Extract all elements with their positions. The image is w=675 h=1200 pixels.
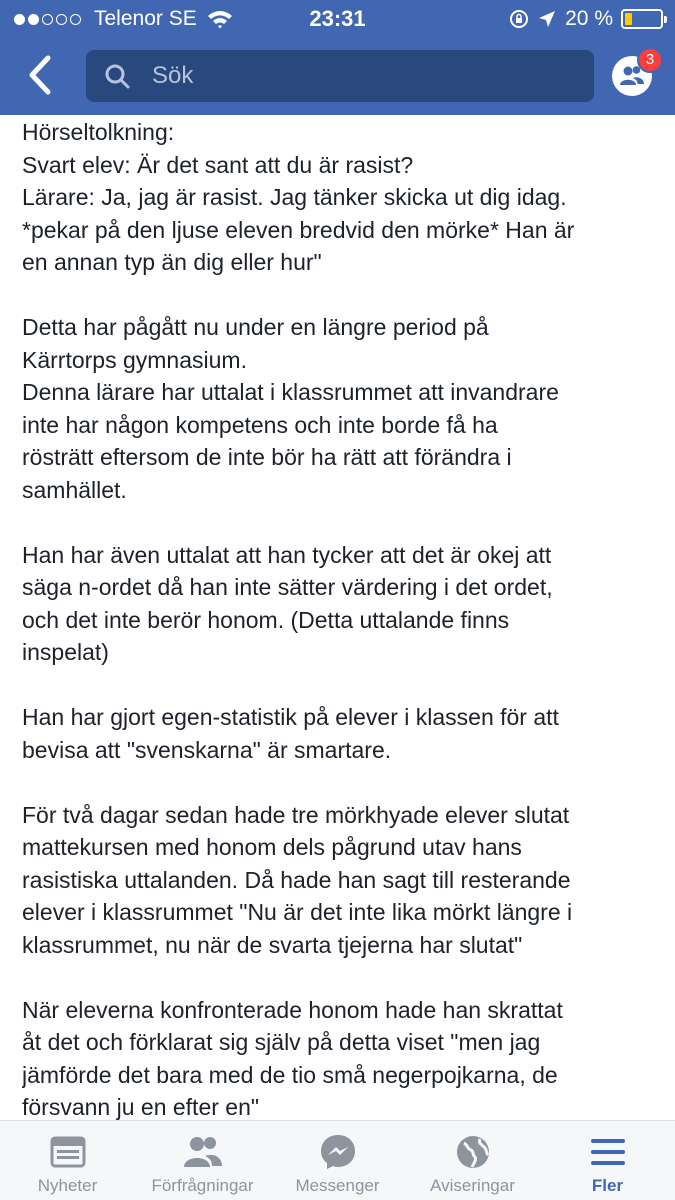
- notification-badge: 3: [637, 47, 663, 73]
- post-paragraph: [22, 539, 662, 669]
- rotation-lock-icon: [509, 9, 529, 29]
- tab-messenger[interactable]: [270, 1121, 405, 1200]
- post-line: en annan typ än dig eller hur": [22, 249, 322, 275]
- post-line: Han har även uttalat att han tycker att det är okej att: [22, 541, 552, 568]
- carrier-name: Telenor SE: [94, 7, 197, 30]
- post-paragraph: [22, 799, 662, 962]
- post-line: försvann ju en efter en": [22, 1094, 260, 1120]
- tab-news-feed[interactable]: [0, 1121, 135, 1200]
- search-bar[interactable]: [86, 50, 594, 102]
- battery-icon: [621, 9, 663, 29]
- post-paragraph: [22, 994, 662, 1121]
- back-button[interactable]: [24, 52, 56, 98]
- post-paragraph: [22, 116, 662, 279]
- tab-label: Aviseringar: [430, 1176, 515, 1195]
- post-line: och det inte berör honom. (Detta uttalande finns: [22, 606, 510, 633]
- post-paragraph: [22, 701, 662, 766]
- post-line: Han har gjort egen-statistik på elever i klassen för att: [22, 704, 559, 730]
- post-line: Kärrtorps gymnasium.: [22, 346, 247, 373]
- header: [0, 0, 675, 115]
- post-paragraph: [22, 311, 662, 506]
- post-text: [22, 116, 662, 1120]
- search-input[interactable]: [152, 50, 572, 102]
- post-line: rösträtt eftersom de inte bör ha rätt att förändra i: [22, 444, 512, 470]
- post-line: inte har någon kompetens och inte borde få ha: [22, 411, 498, 438]
- location-icon: [537, 9, 557, 29]
- post-line: säga n-ordet då han inte sätter värdering i det ordet,: [22, 574, 553, 600]
- post-line: Lärare: Ja, jag är rasist. Jag tänker skicka ut dig idag.: [22, 184, 567, 210]
- post-line: bevisa att "svenskarna" är smartare.: [22, 736, 392, 763]
- post-line: rasistiska uttalanden. Då hade han sagt till resterande: [22, 866, 571, 893]
- post-line: inspelat): [22, 639, 109, 665]
- tab-bar: [0, 1120, 675, 1200]
- post-line: elever i klassrummet "Nu är det inte lika mörkt längre i: [22, 899, 573, 925]
- post-line: Detta har pågått nu under en längre period på: [22, 314, 489, 340]
- post-line: *pekar på den ljuse eleven bredvid den mörke* Han är: [22, 216, 575, 243]
- clock: 23:31: [309, 6, 366, 31]
- tab-menu[interactable]: [540, 1121, 675, 1200]
- post-line: samhället.: [22, 476, 127, 503]
- search-icon: [104, 63, 130, 89]
- status-right: [509, 7, 663, 31]
- post-line: Hörseltolkning:: [22, 119, 175, 145]
- tab-label: Messenger: [295, 1176, 380, 1195]
- nav-bar: [0, 38, 675, 115]
- tab-label: Nyheter: [37, 1176, 98, 1195]
- post-line: klassrummet, nu när de svarta tjejerna har slutat": [22, 931, 523, 958]
- tab-friend-requests[interactable]: [135, 1121, 270, 1200]
- battery-percent: 20 %: [565, 7, 613, 30]
- battery-fill: [625, 13, 632, 25]
- post-line: jämförde det bara med de tio små negerpojkarna, de: [22, 1061, 558, 1088]
- post-line: För två dagar sedan hade tre mörkhyade elever slutat: [22, 801, 570, 828]
- tab-label: Förfrågningar: [151, 1176, 254, 1195]
- post-line: När eleverna konfronterade honom hade han skrattat: [22, 996, 563, 1023]
- post-line: Svart elev: Är det sant att du är rasist?: [22, 151, 414, 178]
- tab-label: Fler: [591, 1176, 624, 1195]
- post-line: Denna lärare har uttalat i klassrummet att invandrare: [22, 379, 559, 405]
- post-line: mattekursen med honom dels pågrund utav hans: [22, 834, 522, 860]
- tab-globe[interactable]: [405, 1121, 540, 1200]
- post-line: åt det och förklarat sig själv på detta viset "men jag: [22, 1029, 541, 1055]
- status-bar: [0, 0, 675, 38]
